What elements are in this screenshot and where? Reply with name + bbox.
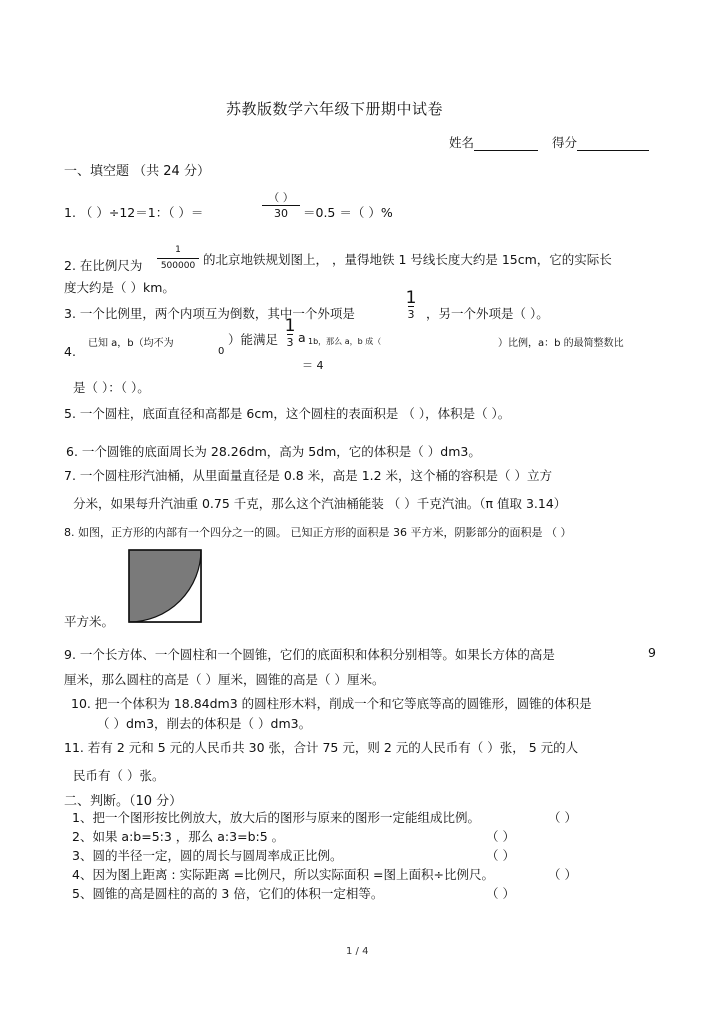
q1-frac-bar xyxy=(262,205,300,206)
name-label: 姓名 xyxy=(449,135,475,150)
page-title: 苏教版数学六年级下册期中试卷 xyxy=(226,100,444,118)
q9-line2: 厘米，那么圆柱的高是（ ）厘米，圆锥的高是（ ）厘米。 xyxy=(64,672,385,687)
q1-fraction xyxy=(262,191,300,220)
q8-line2: 平方米。 xyxy=(64,614,115,629)
q4-part-b: ）能满足 xyxy=(228,332,279,347)
q2-line2: 度大约是（ ）km。 xyxy=(64,280,175,295)
q2-middle: 的北京地铁规划图上， ，量得地铁 1 号线长度大约是 15cm，它的实际长 xyxy=(203,252,612,267)
q3-frac-num: 1 xyxy=(405,288,417,308)
judge-paren-1: （ ） xyxy=(548,810,577,825)
q4-part-a: 已知 a，b（均不为 xyxy=(88,338,174,349)
judge-item-1: 1、把一个图形按比例放大，放大后的图形与原来的图形一定能组成比例。 xyxy=(72,810,480,825)
q4-fraction xyxy=(282,316,298,349)
judge-paren-4: （ ） xyxy=(548,867,577,882)
q5-text: 5. 一个圆柱，底面直径和高都是 6cm，这个圆柱的表面积是 （ ），体积是（ ）。 xyxy=(64,406,511,421)
judge-paren-3: （ ） xyxy=(486,848,515,863)
q2-frac-den: 500000 xyxy=(160,261,196,271)
q8-line1: 8. 如图，正方形的内部有一个四分之一的圆。 已知正方形的面积是 36 平方米，阴影部分的面积是 （ ） xyxy=(64,526,572,539)
q4-line2: 是（ ）：（ ）。 xyxy=(73,380,150,395)
q9-line1: 9. 一个长方体、一个圆柱和一个圆锥，它们的底面积和体积分别相等。如果长方体的高是 xyxy=(64,647,555,662)
section-judge-heading: 二、判断。（10 分） xyxy=(64,794,183,809)
q3-text: 3. 一个比例里，两个内项互为倒数，其中一个外项是 xyxy=(64,306,355,321)
q1-right: ＝0.5 ＝（ ）% xyxy=(303,205,393,220)
q1-frac-den: 30 xyxy=(274,207,288,220)
q2-frac-bar xyxy=(157,258,199,259)
q10-line2: （ ）dm3，削去的体积是（ ）dm3。 xyxy=(97,716,312,731)
q3-fraction xyxy=(403,288,419,321)
q4-sub: 1b，那么 a，b 成（ xyxy=(308,337,382,346)
judge-item-2: 2、如果 a:b=5:3 ，那么 a:3=b:5 。 xyxy=(72,829,285,844)
page-number: 1 / 4 xyxy=(346,946,369,957)
q4-frac-den: 3 xyxy=(286,336,294,349)
section-fill-heading: 一、填空题 （共 24 分） xyxy=(64,164,210,179)
name-field xyxy=(449,133,538,151)
q4-a-letter: a xyxy=(298,330,306,345)
q11-line1: 11. 若有 2 元和 5 元的人民币共 30 张，合计 75 元，则 2 元的人民币有（ ）张， 5 元的人 xyxy=(64,740,579,755)
judge-item-3: 3、圆的半径一定，圆的周长与圆周率成正比例。 xyxy=(72,848,343,863)
judge-paren-2: （ ） xyxy=(486,829,515,844)
judge-item-4: 4、因为图上距离 : 实际距离 =比例尺，所以实际面积 =图上面积÷比例尺。 xyxy=(72,867,494,882)
q2-frac-num: 1 xyxy=(175,245,181,255)
name-blank xyxy=(474,135,538,151)
q4-frac-num: 1 xyxy=(284,316,296,336)
judge-paren-5: （ ） xyxy=(486,886,515,901)
q1-left: 1. （ ）÷12＝1：（ ）＝ xyxy=(64,205,204,220)
score-field xyxy=(552,133,649,151)
q11-line2: 民币有（ ）张。 xyxy=(73,768,165,783)
q6-text: 6. 一个圆锥的底面周长为 28.26dm，高为 5dm，它的体积是（ ）dm3。 xyxy=(66,444,481,459)
judge-item-5: 5、圆锥的高是圆柱的高的 3 倍，它们的体积一定相等。 xyxy=(72,886,384,901)
q9-nine: 9 xyxy=(648,645,656,660)
q3-frac-den: 3 xyxy=(407,308,415,321)
q2-prefix: 2. 在比例尺为 xyxy=(64,258,143,273)
score-label: 得分 xyxy=(552,135,578,150)
score-blank xyxy=(577,135,649,151)
q3-after: ，另一个外项是（ ）。 xyxy=(426,306,549,321)
q4-number: 4. xyxy=(64,344,76,359)
q4-part-c: ）比例，a：b 的最简整数比 xyxy=(498,338,624,349)
q10-line1: 10. 把一个体积为 18.84dm3 的圆柱形木料，削成一个和它等底等高的圆锥形，圆锥的体积是 xyxy=(71,696,592,711)
q1-frac-num: （ ） xyxy=(268,191,294,204)
q4-zero: 0 xyxy=(218,346,225,357)
q4-frac2: ＝ 4 xyxy=(302,359,324,372)
quarter-circle-figure xyxy=(128,549,202,623)
q2-fraction xyxy=(157,244,199,273)
q7-line1: 7. 一个圆柱形汽油桶，从里面量直径是 0.8 米，高是 1.2 米，这个桶的容积是（ ）立方 xyxy=(64,468,553,483)
q7-line2: 分米，如果每升汽油重 0.75 千克，那么这个汽油桶能装 （ ）千克汽油。（π 值取 3.14） xyxy=(73,496,567,511)
